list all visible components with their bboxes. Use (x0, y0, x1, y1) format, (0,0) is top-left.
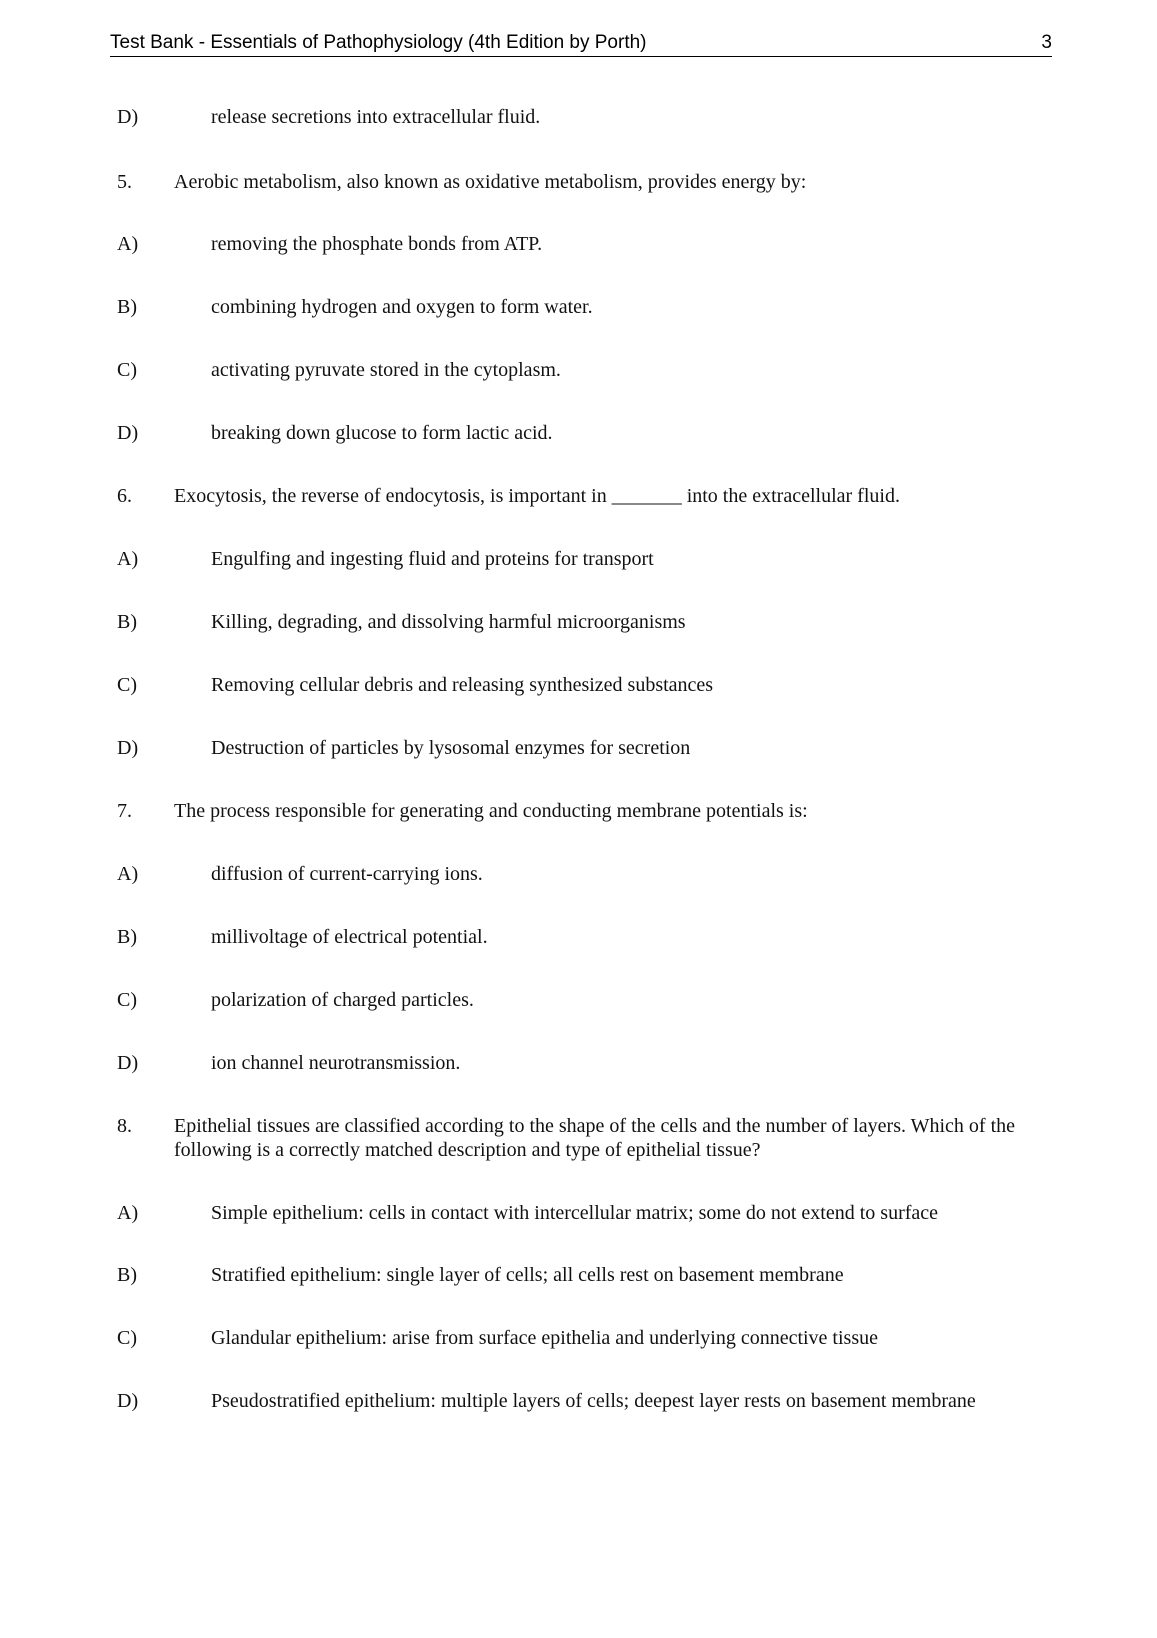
option-label: C) (117, 989, 137, 1011)
option-text: Glandular epithelium: arise from surface epithelia and underlying connective tissue (211, 1327, 878, 1349)
option-label: D) (117, 1052, 139, 1074)
question-text: Epithelial tissues are classified according to the shape of the cells and the number of layers. Which of the following is a correctly matched description and type of epithelial tissue? (174, 1115, 1016, 1161)
option-text: release secretions into extracellular fluid. (211, 106, 541, 128)
page-number: 3 (1041, 32, 1052, 53)
option-label: B) (117, 926, 137, 948)
header-title: Test Bank - Essentials of Pathophysiology (4th Edition by Porth) (110, 32, 647, 53)
option-text: Removing cellular debris and releasing synthesized substances (211, 674, 714, 696)
question-number: 8. (117, 1115, 132, 1137)
question-text: Exocytosis, the reverse of endocytosis, is important in _______ into the extracellular fluid. (174, 485, 900, 507)
option-text: Simple epithelium: cells in contact with intercellular matrix; some do not extend to surface (211, 1202, 939, 1224)
option-text: millivoltage of electrical potential. (211, 926, 488, 948)
option-text: polarization of charged particles. (211, 989, 474, 1011)
question-text: The process responsible for generating and conducting membrane potentials is: (174, 800, 808, 822)
question-number: 5. (117, 171, 132, 193)
option-text: removing the phosphate bonds from ATP. (211, 233, 543, 255)
option-label: D) (117, 1390, 139, 1412)
option-label: A) (117, 233, 139, 255)
option-label: D) (117, 422, 139, 444)
option-text: Pseudostratified epithelium: multiple layers of cells; deepest layer rests on basement membrane (211, 1390, 976, 1412)
option-text: diffusion of current-carrying ions. (211, 863, 483, 885)
option-label: B) (117, 296, 137, 318)
option-text: Destruction of particles by lysosomal enzymes for secretion (211, 737, 691, 759)
option-text: Stratified epithelium: single layer of cells; all cells rest on basement membrane (211, 1264, 844, 1286)
option-label: C) (117, 674, 137, 696)
question-number: 7. (117, 800, 132, 822)
option-text: Engulfing and ingesting fluid and proteins for transport (211, 548, 654, 570)
question-number: 6. (117, 485, 132, 507)
option-text: combining hydrogen and oxygen to form water. (211, 296, 593, 318)
option-label: C) (117, 359, 137, 381)
option-label: C) (117, 1327, 137, 1349)
option-label: A) (117, 1202, 139, 1224)
page-header (110, 30, 1052, 57)
option-text: activating pyruvate stored in the cytoplasm. (211, 359, 561, 381)
option-label: A) (117, 548, 139, 570)
option-label: D) (117, 737, 139, 759)
option-text: breaking down glucose to form lactic acid. (211, 422, 553, 444)
option-text: ion channel neurotransmission. (211, 1052, 461, 1074)
option-text: Killing, degrading, and dissolving harmful microorganisms (211, 611, 686, 633)
option-label: B) (117, 1264, 137, 1286)
question-text: Aerobic metabolism, also known as oxidative metabolism, provides energy by: (174, 171, 807, 193)
option-label: D) (117, 106, 139, 128)
option-label: B) (117, 611, 137, 633)
option-label: A) (117, 863, 139, 885)
